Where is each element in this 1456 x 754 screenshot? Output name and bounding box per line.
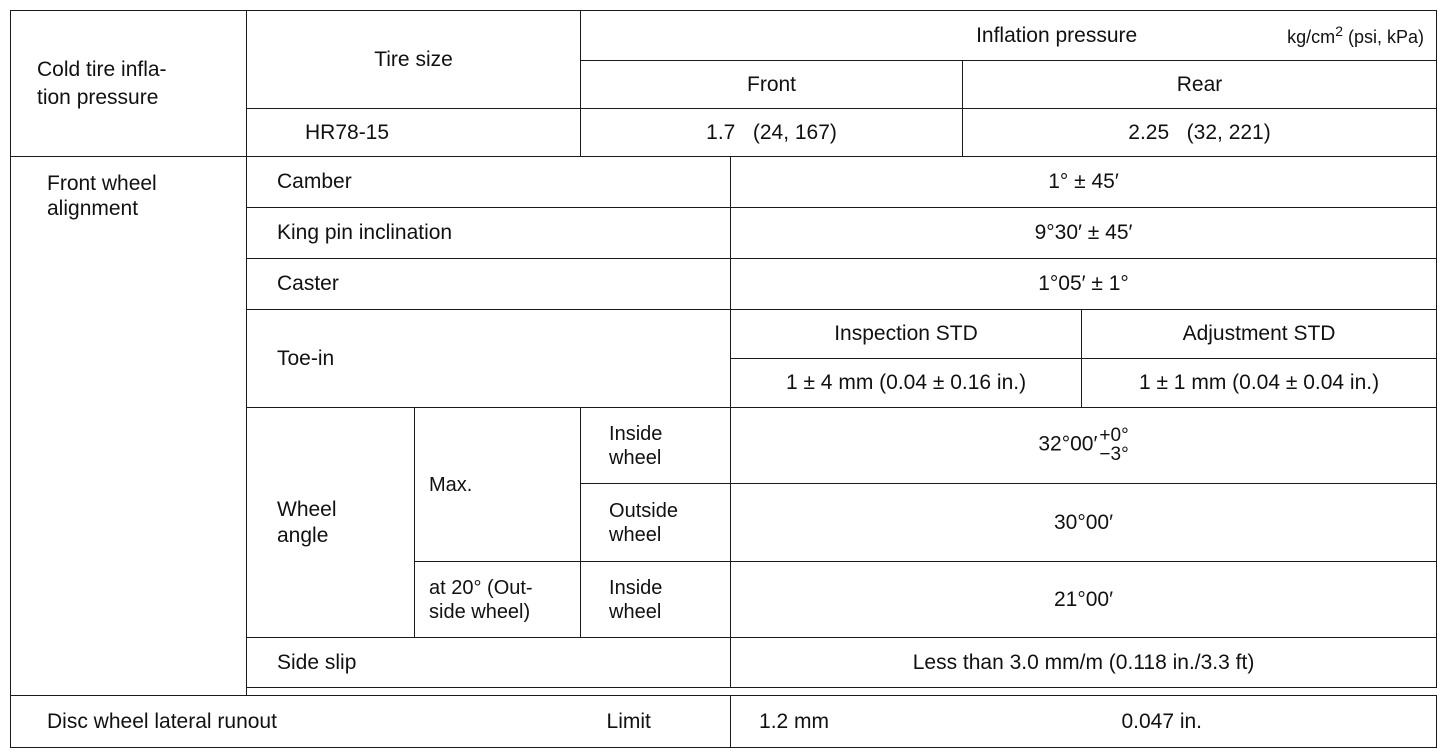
specifications-table bbox=[10, 10, 1437, 748]
front-pressure-value: 1.7 (24, 167) bbox=[581, 109, 963, 157]
cold-tire-label: Cold tire infla- tion pressure bbox=[11, 11, 247, 157]
tolerance-plus: +0° bbox=[1099, 425, 1129, 447]
tire-header-row bbox=[11, 11, 1437, 61]
caster-value: 1°05′ ± 1° bbox=[731, 259, 1437, 310]
at20-label: at 20° (Out- side wheel) bbox=[415, 562, 581, 638]
side-slip-value: Less than 3.0 mm/m (0.118 in./3.3 ft) bbox=[731, 638, 1437, 688]
outside-wheel-label: Outside wheel bbox=[581, 484, 731, 562]
tire-size-value: HR78-15 bbox=[247, 109, 581, 157]
at20-inside-value: 21°00′ bbox=[731, 562, 1437, 638]
max-outside-value: 30°00′ bbox=[731, 484, 1437, 562]
runout-limit-label: Limit bbox=[581, 696, 731, 748]
runout-row bbox=[11, 696, 1437, 748]
inflation-pressure-header bbox=[581, 11, 1437, 61]
camber-row bbox=[11, 157, 1437, 208]
max-inside-angle: 32°00′ bbox=[1038, 433, 1098, 457]
front-header: Front bbox=[581, 61, 963, 109]
front-wheel-alignment-label: Front wheel alignment bbox=[11, 157, 247, 696]
wheel-angle-label: Wheel angle bbox=[247, 408, 415, 638]
inside-wheel-label-at20: Inside wheel bbox=[581, 562, 731, 638]
runout-value-mm: 1.2 mm bbox=[759, 709, 830, 733]
max-label: Max. bbox=[415, 408, 581, 562]
inside-wheel-label-max: Inside wheel bbox=[581, 408, 731, 484]
rear-pressure-value: 2.25 (32, 221) bbox=[963, 109, 1437, 157]
tolerance-minus: −3° bbox=[1099, 443, 1129, 465]
adjustment-std-header: Adjustment STD bbox=[1082, 310, 1437, 359]
caster-label: Caster bbox=[247, 259, 731, 310]
runout-value-in: 0.047 in. bbox=[1121, 709, 1203, 733]
inspection-std-value: 1 ± 4 mm (0.04 ± 0.16 in.) bbox=[731, 359, 1082, 408]
king-pin-value: 9°30′ ± 45′ bbox=[731, 208, 1437, 259]
max-inside-value bbox=[731, 408, 1437, 484]
toe-in-label: Toe-in bbox=[247, 310, 731, 408]
tire-size-header: Tire size bbox=[247, 11, 581, 109]
camber-label: Camber bbox=[247, 157, 731, 208]
inflation-label: Inflation pressure bbox=[976, 23, 1138, 47]
runout-label: Disc wheel lateral runout bbox=[11, 696, 581, 748]
inspection-std-header: Inspection STD bbox=[731, 310, 1082, 359]
runout-value bbox=[731, 696, 1437, 748]
rear-header: Rear bbox=[963, 61, 1437, 109]
adjustment-std-value: 1 ± 1 mm (0.04 ± 0.04 in.) bbox=[1082, 359, 1437, 408]
camber-value: 1° ± 45′ bbox=[731, 157, 1437, 208]
side-slip-label: Side slip bbox=[247, 638, 731, 688]
inflation-unit: $kg/cm^2$ (psi, kPa) bbox=[1287, 22, 1425, 47]
king-pin-label: King pin inclination bbox=[247, 208, 731, 259]
max-inside-tolerance bbox=[1099, 427, 1128, 463]
